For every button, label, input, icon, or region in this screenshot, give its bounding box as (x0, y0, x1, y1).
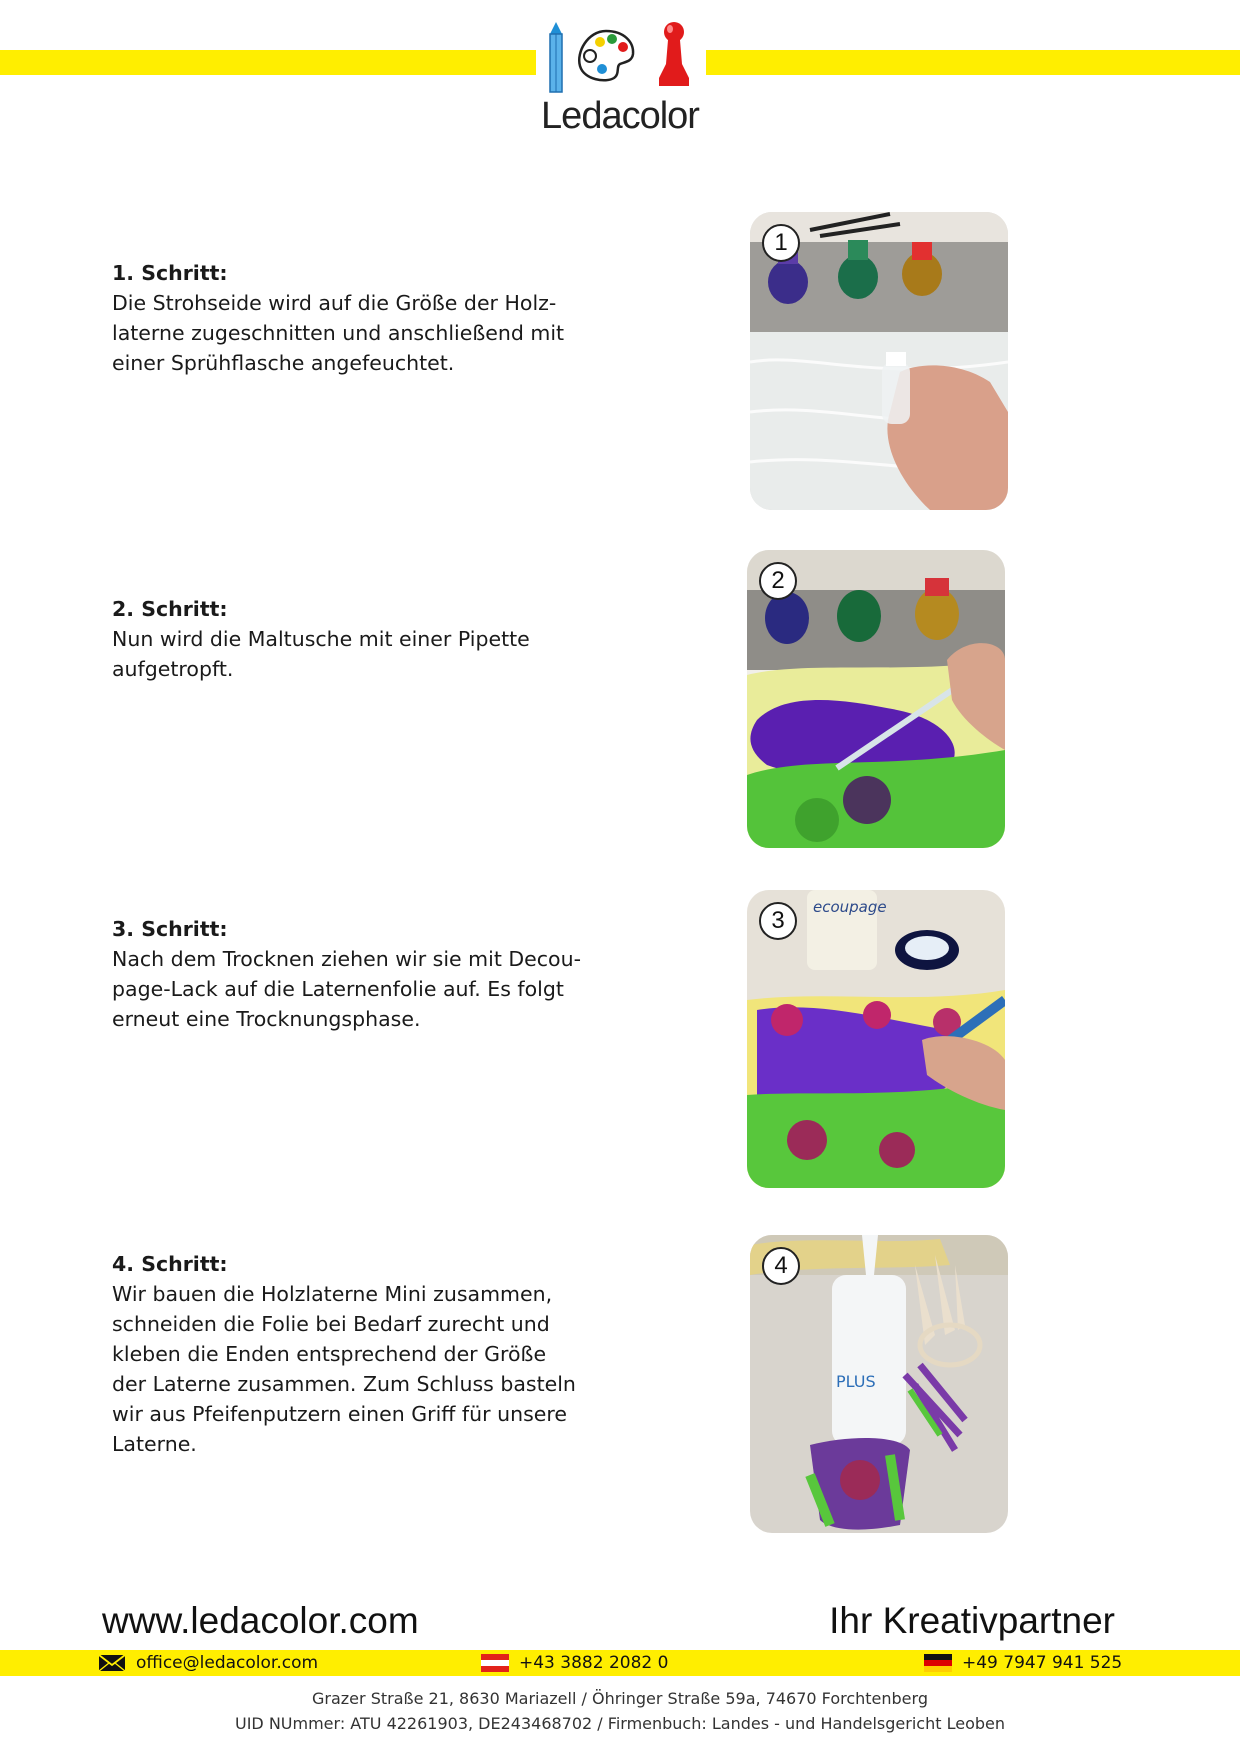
step-number-badge: 2 (759, 562, 797, 600)
step-2-photo (747, 550, 1005, 848)
phone-austria[interactable] (481, 1653, 668, 1673)
step-3-text (112, 914, 582, 1034)
brand-name: Ledacolor (541, 95, 699, 137)
glue-label: PLUS (836, 1372, 876, 1391)
email-contact[interactable] (98, 1653, 318, 1673)
step-1-photo (750, 212, 1008, 510)
step-line: Wir bauen die Holzlaterne Mini zusammen, (112, 1282, 553, 1306)
austria-flag-icon (481, 1654, 509, 1672)
step-title: 2. Schritt: (112, 597, 228, 621)
step-4-photo (750, 1235, 1008, 1533)
step-1-text (112, 258, 582, 378)
website-link[interactable]: www.ledacolor.com (102, 1600, 419, 1641)
address-line: Grazer Straße 21, 8630 Mariazell / Öhringer Straße 59a, 74670 Forchtenberg (312, 1689, 928, 1708)
step-4-text (112, 1249, 582, 1459)
game-pawn-icon (656, 20, 692, 88)
step-3-photo (747, 890, 1005, 1188)
step-number-badge: 1 (762, 224, 800, 262)
step-title: 4. Schritt: (112, 1252, 228, 1276)
decoupage-label: ecoupage (813, 898, 887, 916)
step-number-badge: 4 (762, 1247, 800, 1285)
germany-flag-icon (924, 1654, 952, 1672)
email-text[interactable]: office@ledacolor.com (136, 1653, 319, 1673)
pencil-icon (546, 22, 566, 94)
step-line: page-Lack auf die Laternenfolie auf. Es folgt (112, 977, 564, 1001)
step-line: erneut eine Trocknungsphase. (112, 1007, 421, 1031)
step-line: wir aus Pfeifenputzern einen Griff für unsere (112, 1402, 567, 1426)
step-line: Nun wird die Maltusche mit einer Pipette (112, 627, 530, 651)
step-line: kleben die Enden entsprechend der Größe (112, 1342, 547, 1366)
step-line: aufgetropft. (112, 657, 234, 681)
step-line: laterne zugeschnitten und anschließend mit (112, 321, 565, 345)
step-line: einer Sprühflasche angefeuchtet. (112, 351, 455, 375)
step-line: schneiden die Folie bei Bedarf zurecht und (112, 1312, 550, 1336)
step-line: Die Strohseide wird auf die Größe der Holz- (112, 291, 557, 315)
registry-line: UID NUmmer: ATU 42261903, DE243468702 / Firmenbuch: Landes - und Handelsgericht Leoben (234, 1714, 1005, 1733)
step-line: Laterne. (112, 1432, 197, 1456)
step-title: 1. Schritt: (112, 261, 228, 285)
tagline: Ihr Kreativpartner (829, 1600, 1115, 1641)
phone-germany[interactable] (924, 1653, 1122, 1673)
step-2-text (112, 594, 582, 684)
step-line: der Laterne zusammen. Zum Schluss basteln (112, 1372, 576, 1396)
envelope-icon (98, 1654, 126, 1672)
phone-austria-text[interactable]: +43 3882 2082 0 (519, 1653, 669, 1673)
palette-icon (576, 28, 636, 84)
phone-germany-text[interactable]: +49 7947 941 525 (962, 1653, 1123, 1673)
step-title: 3. Schritt: (112, 917, 228, 941)
step-line: Nach dem Trocknen ziehen wir sie mit Decou- (112, 947, 581, 971)
step-number-badge: 3 (759, 902, 797, 940)
